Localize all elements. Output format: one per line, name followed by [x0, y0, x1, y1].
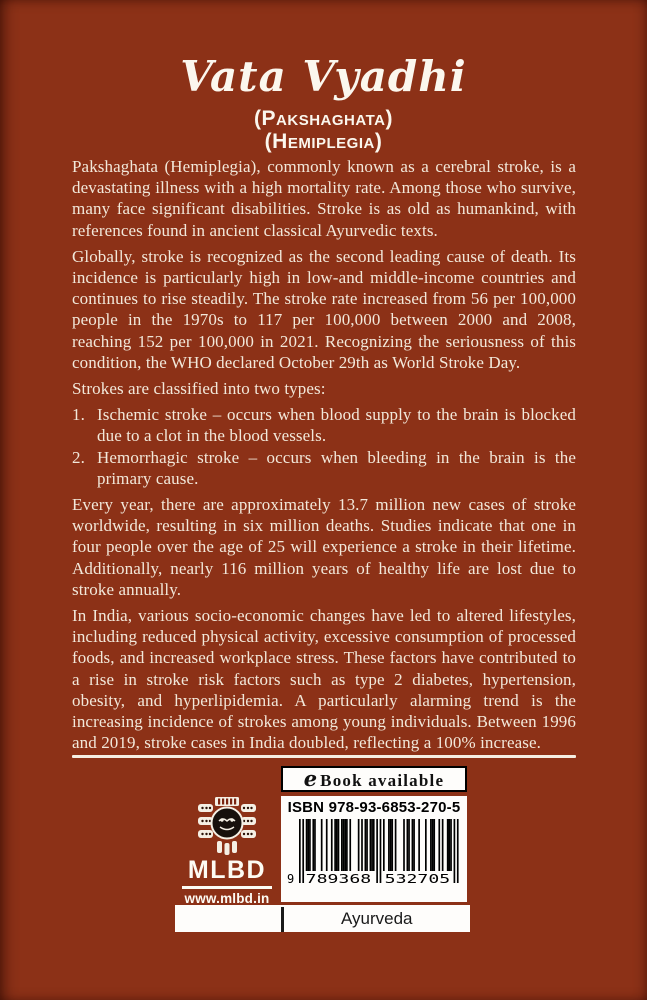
ebook-available-badge: [281, 766, 467, 792]
paragraph-global-stats: Globally, stroke is recognized as the second leading cause of death. Its incidence is particularly high in low-and middle-income countries and continues to rise steadily. The stroke rate increased from 56 per 100,000 people in the 1970s to 117 per 100,000 between 2000 and 2008, reaching 152 per 100,000 in 2021. Recognizing the seriousness of this condition, the WHO declared October 29th as World Stroke Day.: [72, 246, 576, 372]
paragraph-intro: Pakshaghata (Hemiplegia), commonly known as a cerebral stroke, is a devastating illness with a high mortality rate. Among those who survive, many face significant disabilities. Stroke is as old as humankind, with references found in ancient classical Ayurvedic texts.: [72, 157, 576, 240]
horizontal-rule: [72, 755, 576, 758]
list-item-text: Hemorrhagic stroke – occurs when bleeding in the brain is the primary cause.: [97, 447, 576, 488]
publisher-logo-block: [182, 797, 272, 906]
isbn-block: [281, 796, 467, 902]
svg-text:9: 9: [286, 872, 294, 886]
publisher-name: MLBD: [187, 856, 267, 884]
list-item-ischemic: [72, 404, 576, 446]
subtitle-pakshaghata: (Pakshaghata): [254, 107, 393, 130]
paragraph-worldwide-cases: Every year, there are approximately 13.7 million new cases of stroke worldwide, resulting in six million deaths. Studies indicate that one in four people over the age of 25 will experience a stroke in their lifetime. Additionally, nearly 116 million years of healthy life are lost due to stroke annually.: [72, 495, 576, 599]
stroke-types-list: [72, 404, 576, 489]
svg-text:532705: 532705: [384, 872, 450, 886]
category-strip: [175, 905, 470, 932]
subtitle-hemiplegia: (Hemiplegia): [264, 130, 383, 153]
list-number: 2.: [72, 447, 85, 467]
paragraph-india: In India, various socio-economic changes have led to altered lifestyles, including reduced physical activity, excessive consumption of processed foods, and increased workplace stress. These factors have contributed to a rise in stroke risk factors such as type 2 diabetes, hypertension, obesity, and hyperlipidemia. A particularly alarming trend is the increasing incidence of strokes among young individuals. Between 1996 and 2019, stroke cases in India doubled, reflecting a 100% increase.: [72, 606, 576, 753]
classification-intro: Strokes are classified into two types:: [72, 379, 326, 399]
list-item-text: Ischemic stroke – occurs when blood supply to the brain is blocked due to a clot in the blood vessels.: [97, 405, 576, 446]
book-title: Vata Vyadhi: [180, 52, 467, 101]
list-number: 1.: [72, 405, 85, 425]
publisher-underline: [182, 886, 272, 889]
book-subtitles: [0, 107, 647, 153]
ean13-barcode: [281, 819, 467, 886]
publisher-website: www.mlbd.in: [184, 890, 270, 906]
mlbd-emblem-icon: [197, 797, 257, 857]
category-strip-blank: [175, 905, 281, 932]
category-label: Ayurveda: [340, 909, 413, 928]
ebook-e-icon: e: [303, 766, 318, 791]
isbn-number: ISBN 978-93-6853-270-5: [287, 799, 461, 816]
ebook-label: Book available: [320, 771, 445, 790]
list-item-hemorrhagic: [72, 447, 576, 489]
svg-text:789368: 789368: [305, 872, 371, 886]
back-cover-text: [72, 156, 576, 758]
